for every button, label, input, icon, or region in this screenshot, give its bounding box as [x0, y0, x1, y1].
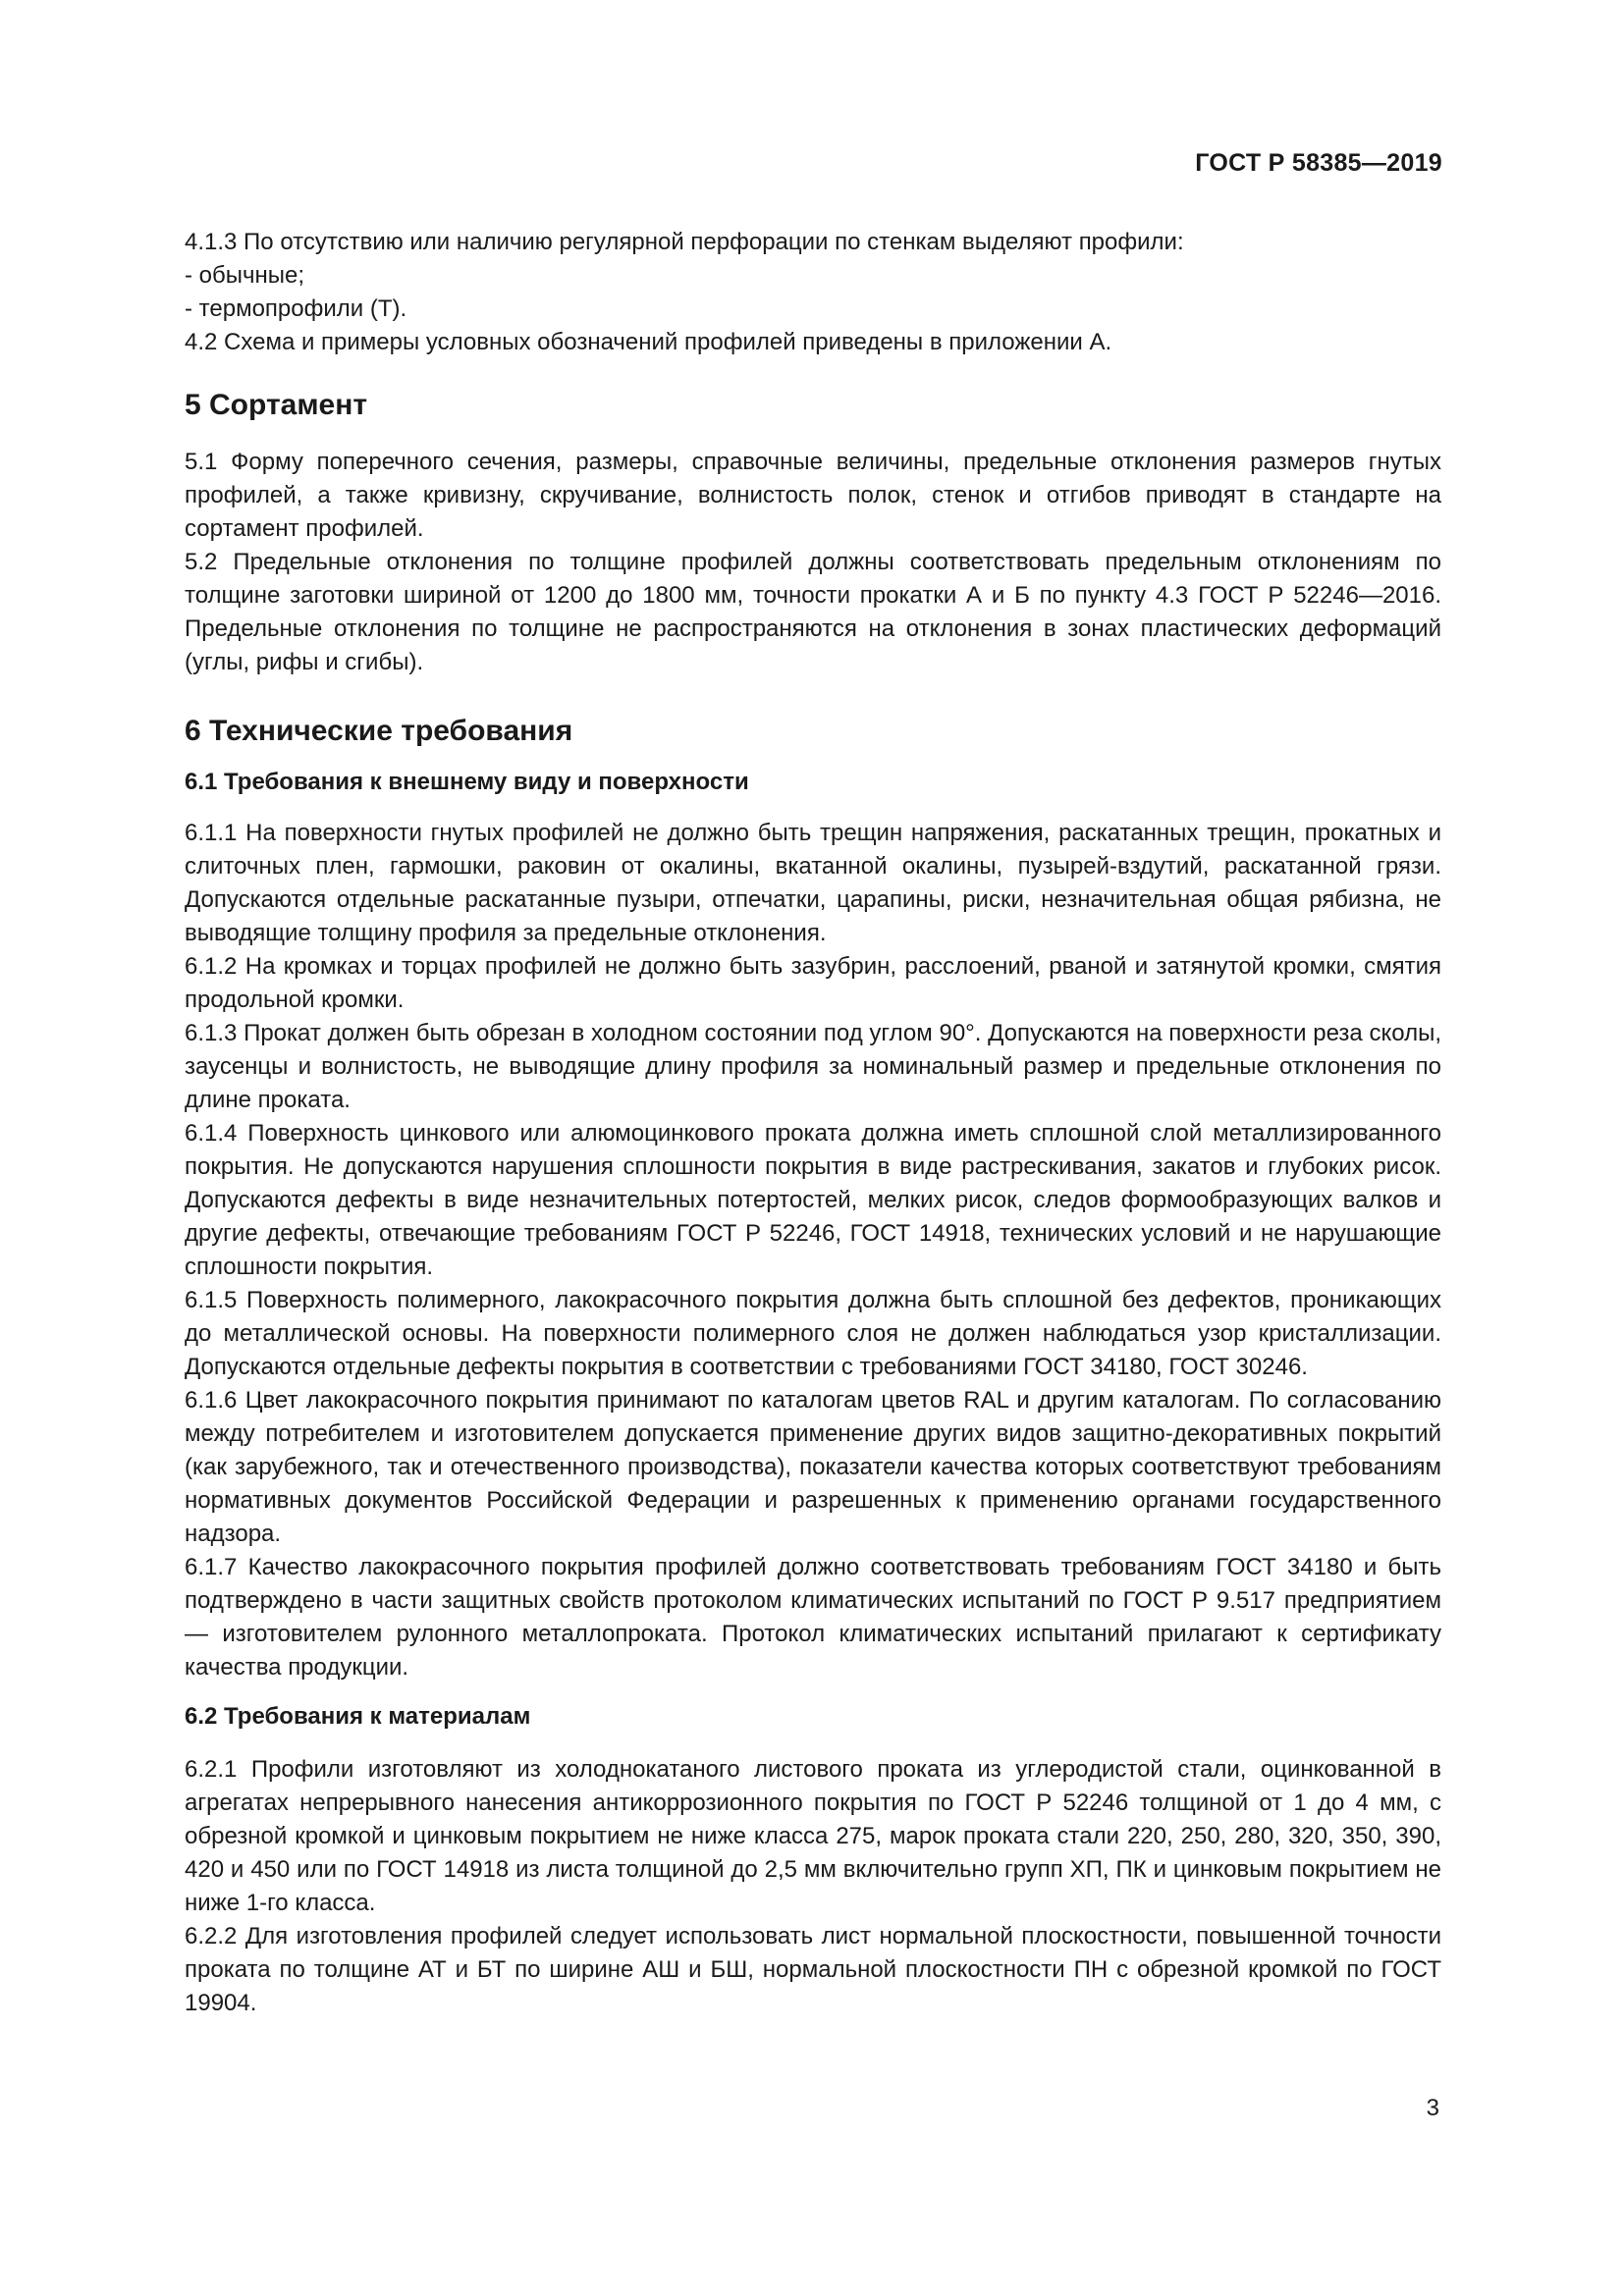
paragraph-6-1-5: 6.1.5 Поверхность полимерного, лакокрасочного покрытия должна быть сплошной без дефектов, проникающих до металлической основы. На поверхности полимерного слоя не должен наблюдаться узор кристаллизации. Допускаются отдельные дефекты покрытия в соответствии с требованиями ГОСТ 34180, ГОСТ 30246. — [185, 1287, 1441, 1380]
paragraph-6-1-1: 6.1.1 На поверхности гнутых профилей не должно быть трещин напряжения, раскатанных трещин, прокатных и слиточных плен, гармошки, раковин от окалины, вкатанной окалины, пузырей-вздутий, раскатанной грязи. Допускаются отдельные раскатанные пузыри, отпечатки, царапины, риски, незначительная общая рябизна, не выводящие толщину профиля за предельные отклонения. — [185, 820, 1441, 946]
list-item-ordinary: - обычные; — [185, 262, 305, 289]
subsection-6-1-title: 6.1 Требования к внешнему виду и поверхности — [185, 769, 749, 795]
paragraph-6-1-4: 6.1.4 Поверхность цинкового или алюмоцинкового проката должна иметь сплошной слой металлизированного покрытия. Не допускаются нарушения сплошности покрытия в виде растрескивания, закатов и глубоких рисок. Допускаются дефекты в виде незначительных потертостей, мелких рисок, следов формообразующих валков и другие дефекты, отвечающие требованиям ГОСТ Р 52246, ГОСТ 14918, технических условий и не нарушающие сплошности покрытия. — [185, 1120, 1441, 1280]
document-code-header: ГОСТ Р 58385—2019 — [1195, 149, 1442, 177]
paragraph-6-1-3: 6.1.3 Прокат должен быть обрезан в холодном состоянии под углом 90°. Допускаются на поверхности реза сколы, заусенцы и волнистость, не выводящие длину профиля за номинальный размер и предельные отклонения по длине проката. — [185, 1020, 1441, 1113]
paragraph-5-2: 5.2 Предельные отклонения по толщине профилей должны соответствовать предельным отклонениям по толщине заготовки шириной от 1200 до 1800 мм, точности прокатки А и Б по пункту 4.3 ГОСТ Р 52246—2016. Предельные отклонения по толщине не распространяются на отклонения в зонах пластических деформаций (углы, рифы и сгибы). — [185, 549, 1441, 675]
paragraph-6-1-6: 6.1.6 Цвет лакокрасочного покрытия принимают по каталогам цветов RAL и другим каталогам. По согласованию между потребителем и изготовителем допускается применение других видов защитно-декоративных покрытий (как зарубежного, так и отечественного производства), показатели качества которых соответствуют требованиям нормативных документов Российской Федерации и разрешенных к применению органами государственного надзора. — [185, 1387, 1441, 1547]
paragraph-6-1-2: 6.1.2 На кромках и торцах профилей не должно быть зазубрин, расслоений, рваной и затянутой кромки, смятия продольной кромки. — [185, 953, 1441, 1013]
paragraph-4-1-3: 4.1.3 По отсутствию или наличию регулярной перфорации по стенкам выделяют профили: — [185, 229, 1184, 255]
document-body — [185, 226, 1441, 2020]
paragraph-6-1-7: 6.1.7 Качество лакокрасочного покрытия профилей должно соответствовать требованиям ГОСТ 34180 и быть подтверждено в части защитных свойств протоколом климатических испытаний по ГОСТ Р 9.517 предприятием — изготовителем рулонного металлопроката. Протокол климатических испытаний прилагают к сертификату качества продукции. — [185, 1554, 1441, 1681]
section-5-title: 5 Сортамент — [185, 389, 368, 421]
paragraph-5-1: 5.1 Форму поперечного сечения, размеры, справочные величины, предельные отклонения размеров гнутых профилей, а также кривизну, скручивание, волнистость полок, стенок и отгибов приводят в стандарте на сортамент профилей. — [185, 449, 1441, 542]
paragraph-4-2: 4.2 Схема и примеры условных обозначений профилей приведены в приложении А. — [185, 329, 1112, 355]
list-item-thermo: - термопрофили (Т). — [185, 295, 407, 322]
section-6-title: 6 Технические требования — [185, 715, 573, 747]
paragraph-6-2-1: 6.2.1 Профили изготовляют из холоднокатаного листового проката из углеродистой стали, оцинкованной в агрегатах непрерывного нанесения антикоррозионного покрытия по ГОСТ Р 52246 толщиной от 1 до 4 мм, с обрезной кромкой и цинковым покрытием не ниже класса 275, марок проката стали 220, 250, 280, 320, 350, 390, 420 и 450 или по ГОСТ 14918 из листа толщиной до 2,5 мм включительно групп ХП, ПК и цинковым покрытием не ниже 1-го класса. — [185, 1756, 1441, 1916]
subsection-6-2-title: 6.2 Требования к материалам — [185, 1703, 531, 1730]
paragraph-6-2-2: 6.2.2 Для изготовления профилей следует использовать лист нормальной плоскостности, повышенной точности проката по толщине АТ и БТ по ширине АШ и БШ, нормальной плоскостности ПН с обрезной кромкой по ГОСТ 19904. — [185, 1923, 1441, 2016]
page-number: 3 — [1426, 2095, 1439, 2121]
